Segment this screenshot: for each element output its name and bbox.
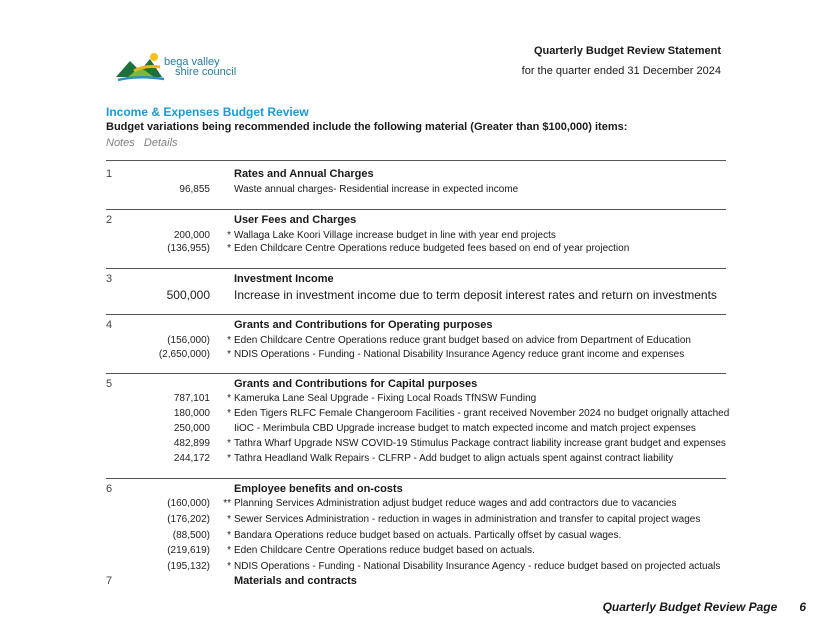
item-marker: * (227, 408, 231, 419)
report-title: Quarterly Budget Review Statement (533, 45, 721, 57)
page-number: 6 (799, 600, 806, 614)
item-description: NDIS Operations - Funding - National Disability Insurance Agency - reduce budget based on projected actuals (234, 561, 721, 572)
item-description: Eden Tigers RLFC Female Changeroom Facilities - grant received November 2024 no budget orignally attached (234, 408, 730, 419)
section-divider (106, 314, 726, 315)
item-marker: * (227, 393, 231, 404)
item-marker: * (227, 243, 231, 254)
council-logo (114, 47, 244, 91)
logo-text-line1: bega valley (164, 56, 220, 68)
item-amount: (160,000) (167, 498, 210, 509)
item-amount: 96,855 (179, 184, 210, 195)
note-number: 7 (106, 575, 113, 587)
footer-label: Quarterly Budget Review Page (602, 600, 778, 614)
item-amount: 200,000 (173, 230, 210, 241)
item-amount: (219,619) (167, 545, 210, 556)
item-marker: * (227, 530, 231, 541)
note-number: 5 (106, 378, 113, 390)
item-marker: * (227, 545, 231, 556)
logo-text-line2: shire council (175, 66, 237, 78)
item-description: Increase in investment income due to term deposit interest rates and return on investments (234, 288, 717, 302)
item-marker: * (227, 438, 231, 449)
item-amount: (136,955) (167, 243, 210, 254)
item-amount: (195,132) (167, 561, 210, 572)
item-description: Tathra Headland Walk Repairs - CLFRP - Add budget to align actuals spent against contract liability (234, 453, 674, 464)
category-title: Materials and contracts (234, 575, 357, 587)
note-number: 6 (106, 483, 113, 495)
section-divider (106, 209, 726, 210)
section-divider (106, 160, 726, 161)
item-marker: * (227, 453, 231, 464)
category-title: Rates and Annual Charges (234, 168, 374, 180)
note-number: 4 (106, 319, 113, 331)
category-title: User Fees and Charges (234, 214, 357, 226)
category-title: Grants and Contributions for Capital purposes (234, 378, 478, 390)
item-description: Eden Childcare Centre Operations reduce budget based on actuals. (234, 545, 535, 556)
category-title: Investment Income (234, 273, 334, 285)
item-description: Sewer Services Administration - reduction in wages in administration and transfer to capital project wages (234, 514, 701, 525)
item-marker: * (227, 230, 231, 241)
section-subtitle: Budget variations being recommended include the following material (Greater than $100,000) items: (106, 121, 628, 133)
item-marker: * (227, 349, 231, 360)
note-number: 3 (106, 273, 113, 285)
section-heading: Income & Expenses Budget Review (106, 105, 309, 119)
item-description: Waste annual charges- Residential increase in expected income (234, 184, 519, 195)
details-column-label: Details (143, 137, 178, 149)
report-period: for the quarter ended 31 December 2024 (521, 65, 721, 77)
item-description: Bandara Operations reduce budget based on actuals. Partically offset by casual wages. (234, 530, 622, 541)
item-amount: 482,899 (173, 438, 210, 449)
page-footer (603, 600, 806, 614)
category-title: Grants and Contributions for Operating purposes (234, 319, 493, 331)
item-amount: 244,172 (173, 453, 210, 464)
item-amount: 500,000 (166, 288, 210, 302)
item-amount: 250,000 (173, 423, 210, 434)
category-title: Employee benefits and on-costs (234, 483, 403, 495)
notes-column-label: Notes (106, 137, 135, 149)
item-amount: 787,101 (173, 393, 210, 404)
item-description: IiOC - Merimbula CBD Upgrade increase budget to match expected income and match project expenses (234, 423, 696, 434)
item-amount: (88,500) (172, 530, 210, 541)
item-description: Wallaga Lake Koori Village increase budget in line with year end projects (234, 230, 556, 241)
column-headers (106, 137, 178, 149)
section-divider (106, 268, 726, 269)
item-description: Eden Childcare Centre Operations reduce budgeted fees based on end of year projection (234, 243, 630, 254)
item-marker: * (227, 335, 231, 346)
item-description: NDIS Operations - Funding - National Disability Insurance Agency reduce grant income and expenses (234, 349, 685, 360)
item-marker: * (227, 514, 231, 525)
item-description: Kameruka Lane Seal Upgrade - Fixing Local Roads TfNSW Funding (234, 393, 537, 404)
item-marker: ** (223, 498, 231, 509)
item-description: Tathra Wharf Upgrade NSW COVID-19 Stimulus Package contract liability increase grant budget and expenses (234, 438, 726, 449)
item-amount: 180,000 (173, 408, 210, 419)
item-marker: * (227, 561, 231, 572)
section-divider (106, 478, 726, 479)
item-amount: (176,202) (167, 514, 210, 525)
section-divider (106, 373, 726, 374)
note-number: 2 (106, 214, 113, 226)
item-amount: (156,000) (167, 335, 210, 346)
item-amount: (2,650,000) (158, 349, 210, 360)
item-description: Planning Services Administration adjust budget reduce wages and add contractors due to vacancies (234, 498, 677, 509)
note-number: 1 (106, 168, 113, 180)
item-description: Eden Childcare Centre Operations reduce grant budget based on advice from Department of Education (234, 335, 691, 346)
